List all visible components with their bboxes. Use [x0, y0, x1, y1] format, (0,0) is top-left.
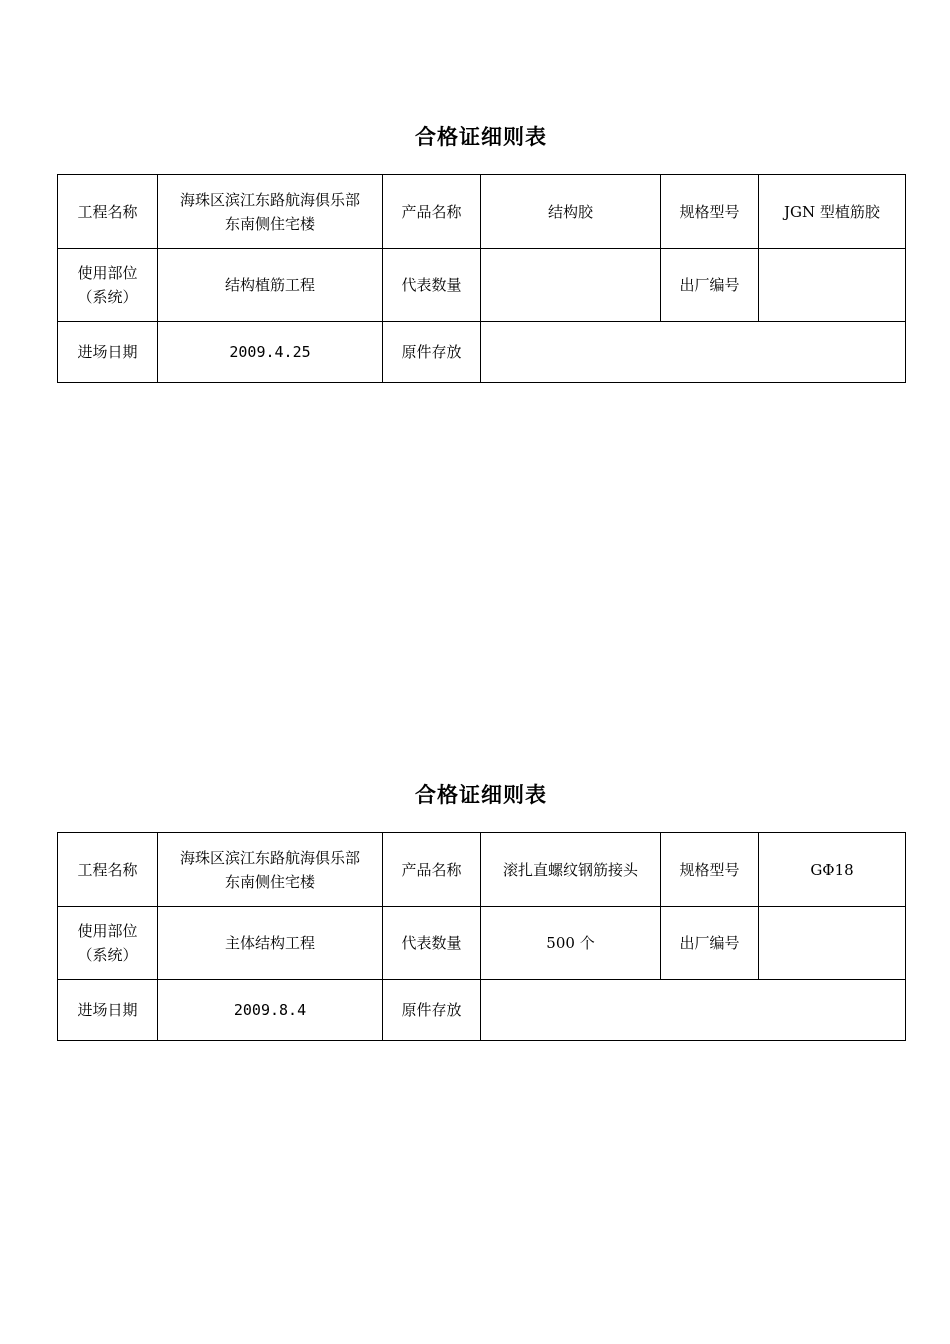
factory-no-label: 出厂编号: [661, 249, 759, 322]
certificate-form-1: [57, 118, 905, 383]
project-name-line2: 东南侧住宅楼: [224, 872, 315, 891]
quantity-value: 500 个: [481, 907, 661, 980]
entry-date-label: 进场日期: [58, 980, 158, 1041]
usage-label-line2: （系统）: [77, 288, 138, 306]
original-storage-label: 原件存放: [383, 322, 481, 383]
usage-label: [58, 907, 158, 980]
project-name-value: [158, 833, 383, 907]
project-name-label: 工程名称: [58, 175, 158, 249]
spec-label: 规格型号: [661, 833, 759, 907]
product-name-label: 产品名称: [383, 175, 481, 249]
factory-no-value: [759, 249, 906, 322]
quantity-value: [481, 249, 661, 322]
usage-value: 结构植筋工程: [158, 249, 383, 322]
form-title: 合格证细则表: [415, 125, 547, 149]
form-title: 合格证细则表: [415, 783, 547, 807]
table-row: [58, 907, 906, 980]
usage-label-line1: 使用部位: [77, 922, 138, 940]
certificate-form-2: [57, 776, 905, 1041]
product-name-value: 结构胶: [481, 175, 661, 249]
table-row: [58, 175, 906, 249]
quantity-label: 代表数量: [383, 249, 481, 322]
entry-date-label: 进场日期: [58, 322, 158, 383]
certificate-table: [57, 832, 906, 1041]
project-name-line2: 东南侧住宅楼: [224, 214, 315, 233]
table-row: [58, 833, 906, 907]
factory-no-label: 出厂编号: [661, 907, 759, 980]
spec-value: JGN 型植筋胶: [759, 175, 906, 249]
product-name-value: 滚扎直螺纹钢筋接头: [481, 833, 661, 907]
project-name-label: 工程名称: [58, 833, 158, 907]
table-row: [58, 322, 906, 383]
usage-label-line2: （系统）: [77, 946, 138, 964]
usage-value: 主体结构工程: [158, 907, 383, 980]
quantity-label: 代表数量: [383, 907, 481, 980]
product-name-label: 产品名称: [383, 833, 481, 907]
table-row: [58, 980, 906, 1041]
project-name-line1: 海珠区滨江东路航海俱乐部: [179, 190, 360, 209]
factory-no-value: [759, 907, 906, 980]
entry-date-value: 2009.4.25: [158, 322, 383, 383]
original-storage-label: 原件存放: [383, 980, 481, 1041]
usage-label-line1: 使用部位: [77, 264, 138, 282]
certificate-table: [57, 174, 906, 383]
spec-value: GΦ18: [759, 833, 906, 907]
usage-label: [58, 249, 158, 322]
original-storage-value: [481, 322, 906, 383]
original-storage-value: [481, 980, 906, 1041]
project-name-line1: 海珠区滨江东路航海俱乐部: [179, 848, 360, 867]
entry-date-value: 2009.8.4: [158, 980, 383, 1041]
table-row: [58, 249, 906, 322]
project-name-value: [158, 175, 383, 249]
spec-label: 规格型号: [661, 175, 759, 249]
